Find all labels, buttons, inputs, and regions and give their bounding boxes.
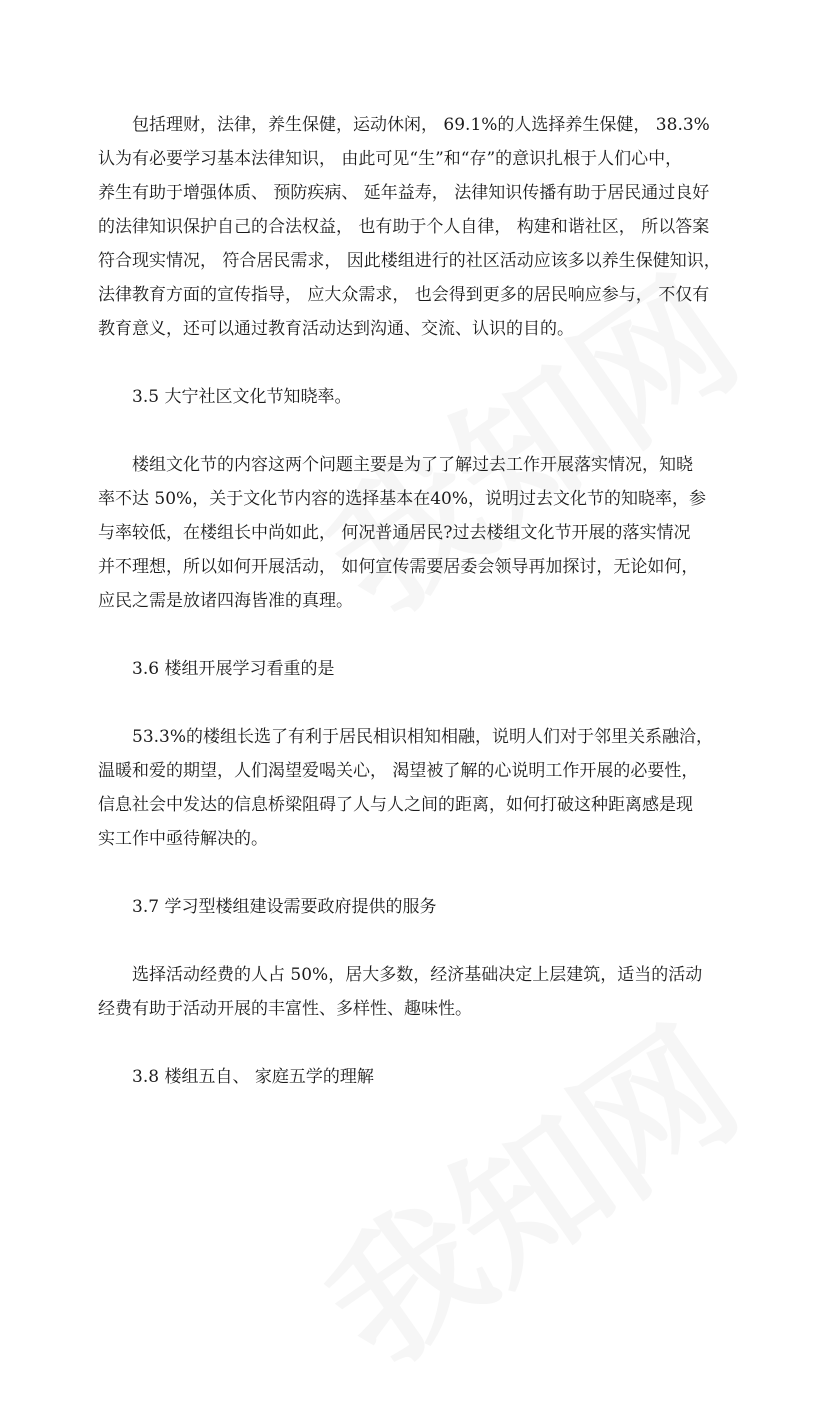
document-body (98, 108, 734, 1094)
paragraph-line: 温暖和爱的期望，人们渴望爱喝关心， 渴望被了解的心说明工作开展的必要性， (98, 761, 699, 781)
paragraph-line: 并不理想，所以如何开展活动， 如何宣传需要居委会领导再加探讨，无论如何， (98, 557, 699, 577)
paragraph-line: 选择活动经费的人占 50%，居大多数，经济基础决定上层建筑，适当的活动 (132, 965, 703, 985)
paragraph-gap (98, 1026, 734, 1060)
paragraph (98, 108, 734, 346)
paragraph-line: 符合现实情况， 符合居民需求， 因此楼组进行的社区活动应该多以养生保健知识， (98, 251, 721, 271)
paragraph-gap (98, 414, 734, 448)
paragraph-gap (98, 686, 734, 720)
paragraph-gap (98, 346, 734, 380)
paragraph-line: 信息社会中发达的信息桥梁阻碍了人与人之间的距离，如何打破这种距离感是现 (98, 795, 693, 815)
paragraph-line: 养生有助于增强体质、 预防疾病、 延年益寿， 法律知识传播有助于居民通过良好 (98, 183, 710, 203)
section-heading: 3.6 楼组开展学习看重的是 (132, 659, 335, 679)
section-heading: 3.5 大宁社区文化节知晓率。 (132, 387, 352, 407)
paragraph-line: 实工作中亟待解决的。 (98, 829, 268, 849)
section-heading: 3.8 楼组五自、 家庭五学的理解 (132, 1067, 374, 1087)
paragraph-line: 率不达 50%，关于文化节内容的选择基本在40%，说明过去文化节的知晓率，参 (98, 489, 706, 509)
paragraph (98, 958, 734, 1026)
paragraph-line: 的法律知识保护自己的合法权益， 也有助于个人自律， 构建和谐社区， 所以答案 (98, 217, 710, 237)
paragraph-gap (98, 618, 734, 652)
paragraph-line: 包括理财，法律，养生保健，运动休闲， 69.1%的人选择养生保健， 38.3% (132, 115, 710, 135)
paragraph (98, 448, 734, 618)
paragraph-line: 与率较低，在楼组长中尚如此， 何况普通居民?过去楼组文化节开展的落实情况 (98, 523, 691, 543)
section-heading: 3.7 学习型楼组建设需要政府提供的服务 (132, 897, 437, 917)
paragraph-line: 经费有助于活动开展的丰富性、多样性、趣味性。 (98, 999, 472, 1019)
paragraph-line: 法律教育方面的宣传指导， 应大众需求， 也会得到更多的居民响应参与， 不仅有 (98, 285, 710, 305)
paragraph-line: 应民之需是放诸四海皆准的真理。 (98, 591, 353, 611)
paragraph (98, 720, 734, 856)
paragraph-gap (98, 924, 734, 958)
paragraph-line: 教育意义，还可以通过教育活动达到沟通、交流、认识的目的。 (98, 319, 574, 339)
paragraph-line: 认为有必要学习基本法律知识， 由此可见“生”和“存”的意识扎根于人们心中， (98, 149, 683, 169)
paragraph-line: 楼组文化节的内容这两个问题主要是为了了解过去工作开展落实情况，知晓 (132, 455, 693, 475)
paragraph-line: 53.3%的楼组长选了有利于居民相识相知相融，说明人们对于邻里关系融洽， (132, 727, 714, 747)
paragraph-gap (98, 856, 734, 890)
